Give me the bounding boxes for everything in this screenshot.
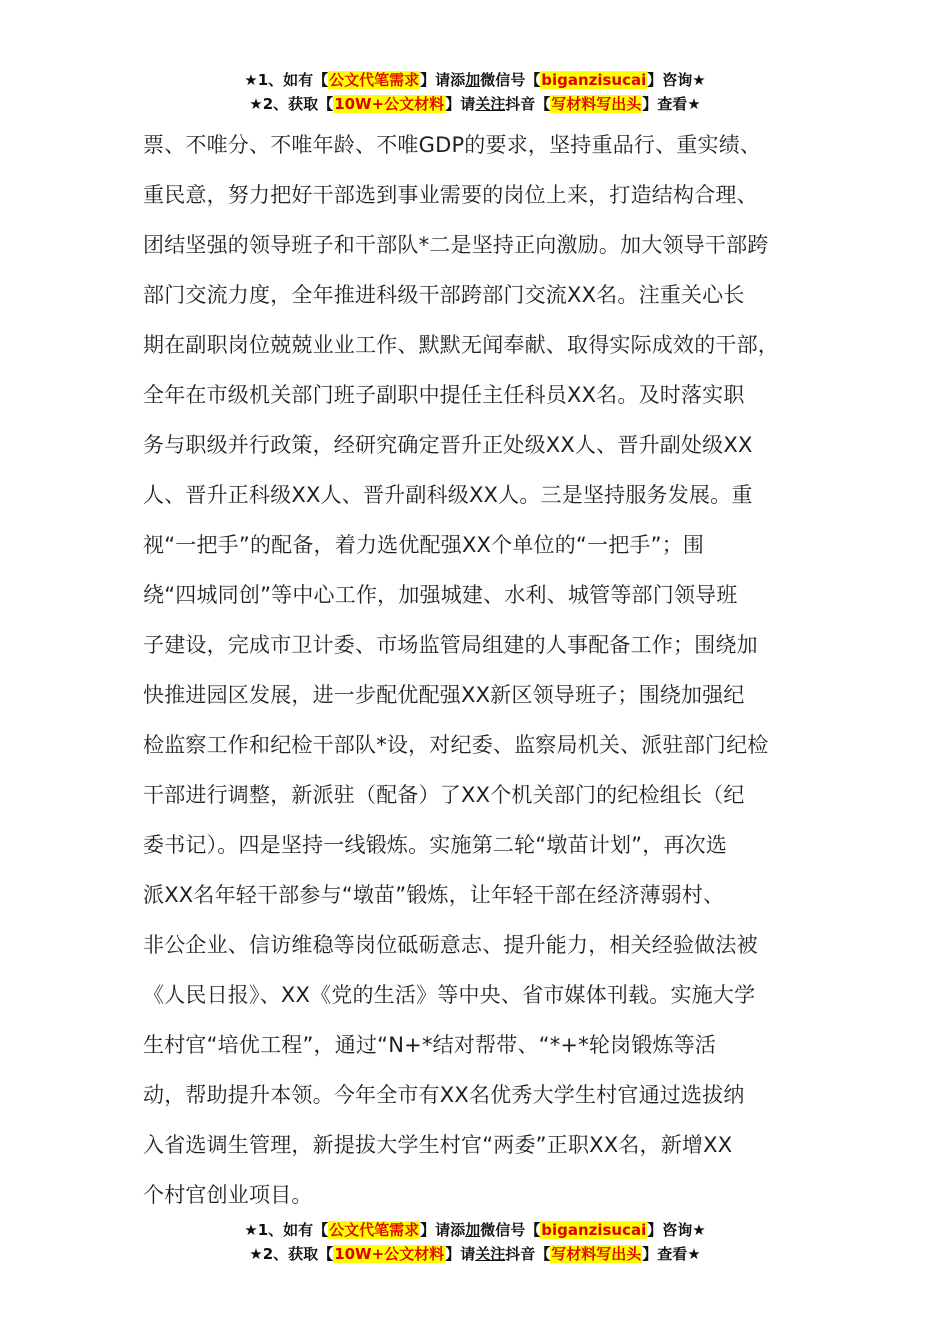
notice-text: 】请 <box>445 1245 476 1263</box>
body-line: 个村官创业项目。 <box>143 1183 313 1207</box>
notice-text: 微信号【 <box>480 71 541 89</box>
notice-text: ★1、如有【 <box>244 71 329 89</box>
body-line: 委书记）。四是坚持一线锻炼。实施第二轮“墩苗计划”，再次选 <box>143 833 728 857</box>
notice-text: ★2、获取【 <box>249 1245 334 1263</box>
body-line: 《人民日报》、XX《党的生活》等中央、省市媒体刊载。实施大学 <box>143 983 756 1007</box>
body-line: 检监察工作和纪检干部队*设，对纪委、监察局机关、派驻部门纪检 <box>143 733 769 757</box>
highlight-service: 公文代笔需求 <box>329 71 420 89</box>
notice-text: 】查看★ <box>642 1245 701 1263</box>
body-line: 团结坚强的领导班子和干部队*二是坚持正向激励。加大领导干部跨 <box>143 233 769 257</box>
notice-text: 抖音【 <box>505 1245 551 1263</box>
body-line: 全年在市级机关部门班子副职中提任主任科员XX名。及时落实职 <box>143 383 745 407</box>
highlight-materials: 10W+公文材料 <box>334 1245 445 1263</box>
footer-notice <box>0 1218 950 1266</box>
body-line: 动，帮助提升本领。今年全市有XX名优秀大学生村官通过选拔纳 <box>143 1083 745 1107</box>
body-line: 非公企业、信访维稳等岗位砥砺意志、提升能力，相关经验做法被 <box>143 933 758 957</box>
underlined-text: 加 <box>465 71 481 89</box>
highlight-materials: 10W+公文材料 <box>334 95 445 113</box>
notice-text: 】咨询★ <box>647 1221 706 1239</box>
body-line: 重民意，努力把好干部选到事业需要的岗位上来，打造结构合理、 <box>143 183 758 207</box>
notice-line-1 <box>0 1218 950 1242</box>
highlight-douyin-account: 写材料写出头 <box>551 95 642 113</box>
highlight-douyin-account: 写材料写出头 <box>551 1245 642 1263</box>
highlight-service: 公文代笔需求 <box>329 1221 420 1239</box>
notice-text: 】查看★ <box>642 95 701 113</box>
notice-text: 】请添 <box>420 1221 466 1239</box>
body-line: 部门交流力度，全年推进科级干部跨部门交流XX名。注重关心长 <box>143 283 745 307</box>
notice-text: 抖音【 <box>505 95 551 113</box>
notice-text: 】咨询★ <box>647 71 706 89</box>
body-line: 派XX名年轻干部参与“墩苗”锻炼，让年轻干部在经济薄弱村、 <box>143 883 725 907</box>
body-line: 快推进园区发展，进一步配优配强XX新区领导班子；围绕加强纪 <box>143 683 745 707</box>
underlined-text: 关注 <box>475 1245 506 1263</box>
notice-text: 微信号【 <box>480 1221 541 1239</box>
underlined-text: 关注 <box>475 95 506 113</box>
body-line: 生村官“培优工程”，通过“N+*结对帮带、“*+*轮岗锻炼等活 <box>143 1033 717 1057</box>
notice-line-1 <box>0 68 950 92</box>
body-line: 子建设，完成市卫计委、市场监管局组建的人事配备工作；围绕加 <box>143 633 758 657</box>
underlined-text: 加 <box>465 1221 481 1239</box>
body-line: 视“一把手”的配备，着力选优配强XX个单位的“一把手”；围 <box>143 533 705 557</box>
body-line: 票、不唯分、不唯年龄、不唯GDP的要求，坚持重品行、重实绩、 <box>143 133 762 157</box>
body-paragraph <box>143 120 811 1220</box>
body-line: 期在副职岗位兢兢业业工作、默默无闻奉献、取得实际成效的干部， <box>143 333 779 357</box>
highlight-wechat-id: biganzisucai <box>541 1221 647 1239</box>
notice-line-2 <box>0 92 950 116</box>
body-line: 人、晋升正科级XX人、晋升副科级XX人。三是坚持服务发展。重 <box>143 483 753 507</box>
notice-line-2 <box>0 1242 950 1266</box>
notice-text: ★2、获取【 <box>249 95 334 113</box>
body-line: 入省选调生管理，新提拔大学生村官“两委”正职XX名，新增XX <box>143 1133 733 1157</box>
header-notice <box>0 68 950 116</box>
notice-text: 】请 <box>445 95 476 113</box>
body-line: 绕“四城同创”等中心工作，加强城建、水利、城管等部门领导班 <box>143 583 738 607</box>
notice-text: ★1、如有【 <box>244 1221 329 1239</box>
notice-text: 】请添 <box>420 71 466 89</box>
body-line: 干部进行调整，新派驻（配备）了XX个机关部门的纪检组长（纪 <box>143 783 745 807</box>
highlight-wechat-id: biganzisucai <box>541 71 647 89</box>
body-line: 务与职级并行政策，经研究确定晋升正处级XX人、晋升副处级XX <box>143 433 753 457</box>
